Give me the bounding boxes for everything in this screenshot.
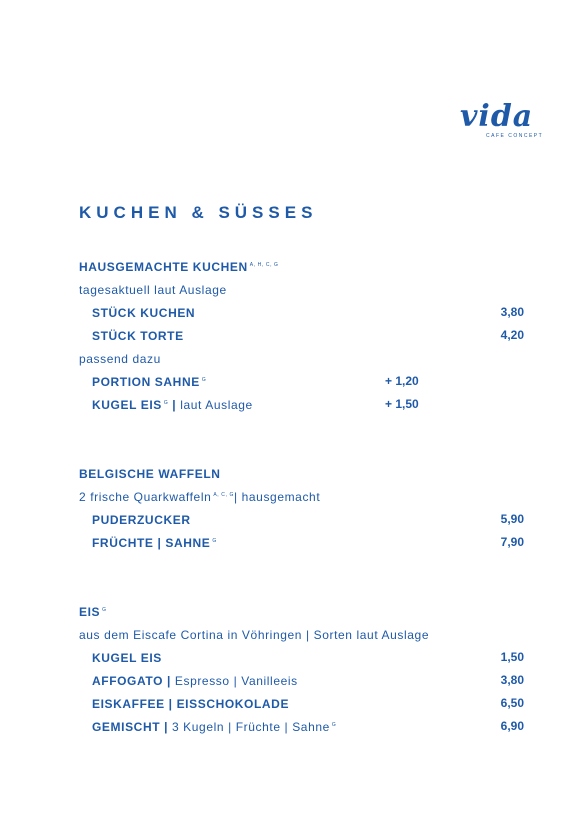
menu-item-label: EISKAFFEE | EISSCHOKOLADE (92, 697, 290, 711)
menu-item-label: STÜCK TORTE (92, 329, 184, 343)
menu-item-price: 6,90 (500, 719, 524, 733)
allergen-note: G (331, 722, 337, 728)
menu-item-label: AFFOGATO | (92, 674, 171, 688)
allergen-note: G (201, 377, 207, 383)
desc-text: 2 frische Quarkwaffeln (79, 490, 212, 504)
section-heading-waffeln: BELGISCHE WAFFELN (79, 467, 221, 481)
addon-price: + 1,20 (385, 374, 419, 388)
addon-note: laut Auslage (180, 398, 253, 412)
menu-item-price: 1,50 (500, 650, 524, 664)
menu-item-label: PUDERZUCKER (92, 513, 191, 527)
menu-item-price: 7,90 (500, 535, 524, 549)
menu-item (92, 719, 336, 735)
section-desc-waffeln (79, 489, 320, 505)
allergen-note: A, C, G (213, 492, 234, 498)
menu-item (92, 673, 298, 689)
heading-text: HAUSGEMACHTE KUCHEN (79, 260, 248, 274)
menu-item-note: 3 Kugeln | Früchte | Sahne (171, 720, 330, 734)
menu-item-note: Espresso | Vanilleeis (174, 674, 298, 688)
allergen-note: G (163, 400, 169, 406)
desc-note: | hausgemacht (233, 490, 321, 504)
menu-item-price: 4,20 (500, 328, 524, 342)
extra-desc: passend dazu (79, 352, 161, 366)
allergen-note: G (212, 538, 217, 544)
menu-item-price: 6,50 (500, 696, 524, 710)
menu-item-label: STÜCK KUCHEN (92, 306, 196, 320)
menu-item-label: FRÜCHTE | SAHNE (92, 536, 211, 550)
menu-item-label: GEMISCHT | (92, 720, 169, 734)
menu-item-price: 3,80 (500, 673, 524, 687)
addon-label: PORTION SAHNE (92, 375, 200, 389)
allergen-note: G (102, 607, 107, 613)
section-desc-kuchen: tagesaktuell laut Auslage (79, 283, 227, 297)
section-desc-eis: aus dem Eiscafe Cortina in Vöhringen | Sorten laut Auslage (79, 628, 430, 642)
menu-item (92, 535, 217, 551)
section-heading-kuchen (79, 259, 279, 275)
menu-item-price: 3,80 (500, 305, 524, 319)
logo-subtitle: CAFE CONCEPT (486, 133, 544, 139)
menu-item-price: 5,90 (500, 512, 524, 526)
page-title: KUCHEN & SÜSSES (79, 203, 318, 222)
heading-text: EIS (79, 605, 101, 619)
menu-item-label: KUGEL EIS (92, 651, 162, 665)
logo-script: vida (460, 99, 534, 134)
addon-item (92, 397, 253, 413)
section-heading-eis (79, 604, 107, 620)
logo (460, 100, 560, 144)
addon-label: KUGEL EIS (92, 398, 162, 412)
allergen-note: A, H, C, G (249, 262, 279, 268)
addon-item (92, 374, 206, 390)
separator: | (172, 398, 177, 412)
addon-price: + 1,50 (385, 397, 419, 411)
